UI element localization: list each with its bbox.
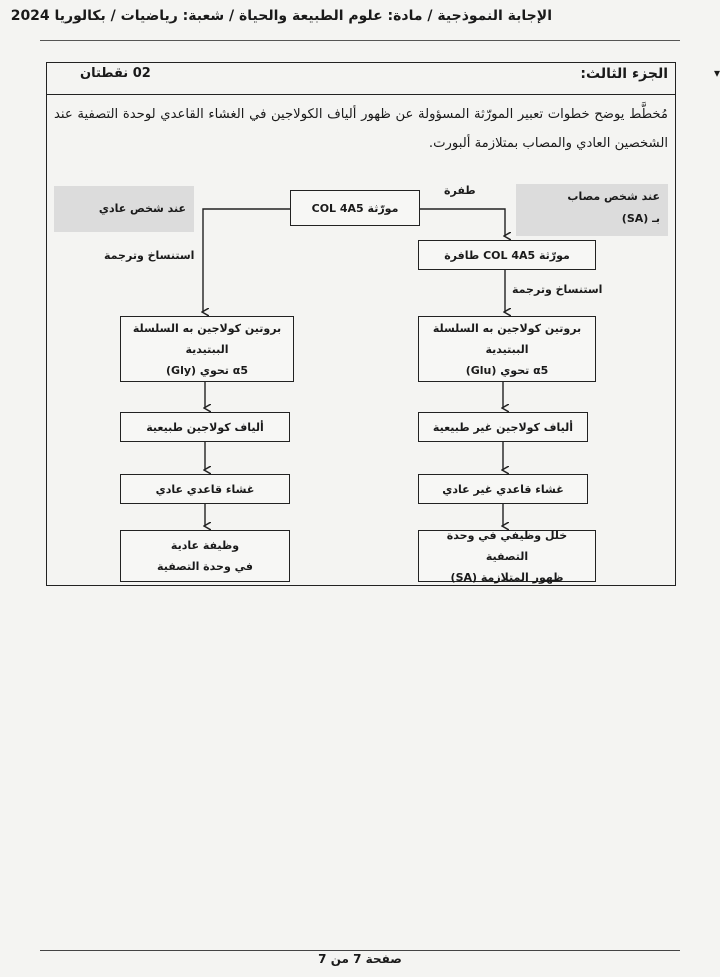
normal-person-label: عند شخص عادي xyxy=(98,202,186,215)
gene-label: مورّثة COL 4A5 xyxy=(311,201,399,215)
transcription-label-left: استنساخ وترجمة xyxy=(104,249,195,262)
function-left-line2: في وحدة التصفية xyxy=(157,560,253,573)
sick-person-label-2: بـ (SA) xyxy=(621,212,660,225)
points-label: 02 نقطتان xyxy=(80,66,151,81)
protein-left-line1: بروتين كولاجين به السلسلة الببتيدية xyxy=(132,321,282,356)
mutant-gene-label: مورّثة COL 4A5 طافرة xyxy=(444,248,570,262)
function-right-line1: خلل وظيفي في وحدة التصفية xyxy=(446,528,568,563)
function-right-line2: ظهور المتلازمة (SA) xyxy=(450,570,564,584)
fibers-left-label: ألياف كولاجين طبيعية xyxy=(146,420,264,434)
membrane-left-label: غشاء قاعدي عادي xyxy=(155,482,255,496)
mutation-label: طفرة xyxy=(444,184,476,197)
arrow-gene-to-protein-left xyxy=(203,209,290,312)
protein-right-line1: بروتين كولاجين به السلسلة الببتيدية xyxy=(432,321,582,356)
arrow-gene-to-mutant xyxy=(420,209,505,236)
protein-right-line2: α5 تحوي (Glu) xyxy=(465,363,549,377)
fibers-right-label: ألياف كولاجين غير طبيعية xyxy=(432,420,574,434)
protein-left-line2: α5 تحوي (Gly) xyxy=(166,363,248,377)
transcription-label-right: استنساخ وترجمة xyxy=(512,283,603,296)
document-header: الإجابة النموذجية / مادة: علوم الطبيعة والحياة / شعبة: رياضيات / بكالوريا 2024 xyxy=(10,8,552,24)
intro-text: مُخطَّط يوضح خطوات تعبير المورّثة المسؤولة عن ظهور ألياف الكولاجين في الغشاء القاعدي لوحدة التصفية عند الشخصين العادي والمصاب بمتلازمة ألبورت. xyxy=(54,107,668,151)
function-left-line1: وظيفة عادية xyxy=(170,539,240,552)
part-label: الجزء الثالث: xyxy=(580,66,668,82)
footer-divider xyxy=(40,950,680,951)
sick-person-label-1: عند شخص مصاب xyxy=(567,190,660,203)
page-number: صفحة 7 من 7 xyxy=(318,952,402,966)
margin-mark: ▾ xyxy=(713,66,720,80)
membrane-right-label: غشاء قاعدي غير عادي xyxy=(442,482,564,496)
